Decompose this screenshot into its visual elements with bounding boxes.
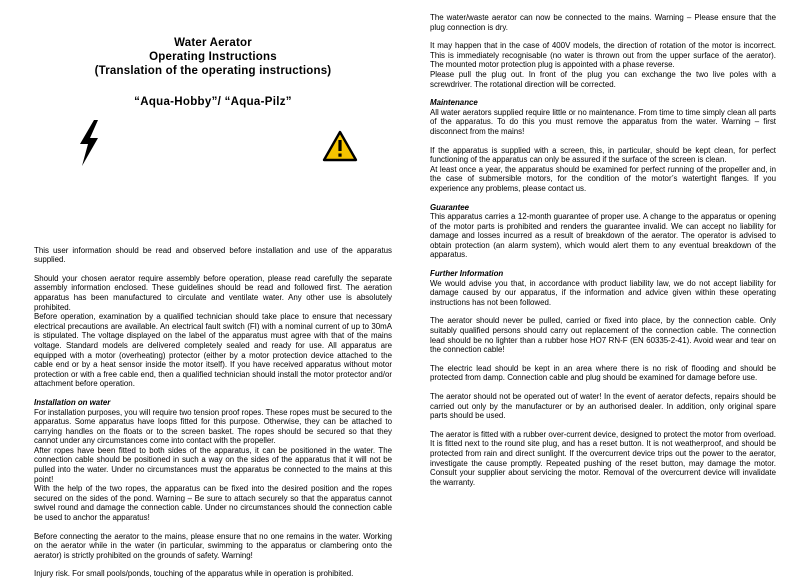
guarantee-paragraph: This apparatus carries a 12-month guarantee of proper use. A change to the apparatus or opening of the motor parts is prohibited and renders the guarantee invalid. We can accept no liability for damage and losses incurred as a result of breakdown of the aerator. The operator is advised to obtain protection (an alarm system), which would alert them to any eventual breakdown of the apparatus.	[430, 212, 776, 260]
injury-paragraph: Injury risk. For small pools/ponds, touching of the apparatus while in operation is prohibited.	[34, 569, 354, 579]
installation-paragraph-3: With the help of the two ropes, the apparatus can be fixed into the desired position and the ropes secured on the sides of the pond. Warning – Be sure to attach securely so that the apparatus cannot swivel round and damage the connection cable. Under no circumstances should the connection cable be used to anchor the apparatus!	[34, 484, 392, 523]
hazard-icons	[34, 120, 392, 178]
electric-lead-paragraph: The electric lead should be kept in an area where there is no risk of flooding and should be protected from damp. Connection cable and plug should be examined for damage before use.	[430, 363, 776, 383]
left-column	[34, 0, 392, 579]
intro-paragraph: This user information should be read and observed before installation and use of the apparatus supplied.	[34, 245, 392, 265]
right-column	[430, 0, 776, 487]
lightning-bolt-icon	[78, 120, 100, 166]
maintenance-paragraph-3: At least once a year, the apparatus should be examined for perfect running of the propeller and, in the case of submersible motors, for the condition of the motor’s watertight flanges. If you experience any problems, please contact us.	[430, 164, 776, 193]
maintenance-paragraph-2: If the apparatus is supplied with a screen, this, in particular, should be kept clean, for perfect functioning of the apparatus can only be assured if the surface of the screen is clean.	[430, 145, 776, 165]
connecting-paragraph: Before connecting the aerator to the mains, please ensure that no one remains in the water. Working on the aerator while in the water (in particular, swimming to the apparatus or clambering onto the aerator) is strictly prohibited on the grounds of safety. Warning!	[34, 531, 392, 560]
assembly-paragraph: Should your chosen aerator require assembly before operation, please read carefully the separate assembly information enclosed. These guidelines should be read and followed first. The aeration apparatus has been manufactured to circulate and ventilate water. Any other use is absolutely prohibited.	[34, 273, 392, 312]
product-name: “Aqua-Hobby”/ “Aqua-Pilz”	[134, 96, 292, 108]
document-title: Water Aerator	[174, 37, 252, 49]
guarantee-heading: Guarantee	[430, 202, 470, 212]
installation-heading: Installation on water	[34, 397, 111, 407]
document-subtitle: Operating Instructions	[149, 51, 277, 63]
maintenance-paragraph-1: All water aerators supplied require little or no maintenance. From time to time simply clean all parts of the apparatus. To do this you must remove the apparatus from the water. Warning – first disconnect from the mains!	[430, 107, 776, 136]
rotation-paragraph-2: Please pull the plug out. In front of the plug you can exchange the two live poles with a screwdriver. The rotational direction will be corrected.	[430, 69, 776, 89]
before-operation-paragraph: Before operation, examination by a qualified technician should take place to ensure that necessary electrical precautions are available. An electrical fault switch (FI) with a nominal current of up to 30mA is stipulated. The voltage displayed on the label of the apparatus must agree with that of the mains voltage. Standard models are delivered completely sealed and ready for use. All apparatus are equipped with a motor (overheating) protector (either by a motor protection device attached to the cable end or by a heat sensor inside the motor itself). If you have received apparatus without motor protection or with a free cable end, then a qualified technician should install the motor protector and/or attachment before operation.	[34, 312, 392, 389]
further-information-paragraph: We would advise you that, in accordance with product liability law, we do not accept liability for damage caused by our apparatus, if the information and advice given within these operating instructions has not been followed.	[430, 278, 776, 307]
rotation-paragraph-1: It may happen that in the case of 400V models, the direction of rotation of the motor is incorrect. This is immediately recognisable (no water is thrown out from the upper surface of the aerator). The mounted motor protection plug is appointed with a phase reverse.	[430, 41, 776, 70]
installation-paragraph-2: After ropes have been fitted to both sides of the apparatus, it can be positioned in the water. The connection cable should be positioned in such a way on the sides of the apparatus that it will not be pulled into the water. Under no circumstances must the apparatus be connected to the mains at this point!	[34, 445, 392, 484]
maintenance-heading: Maintenance	[430, 98, 478, 108]
translation-note: (Translation of the operating instructions)	[94, 65, 332, 77]
further-information-heading: Further Information	[430, 269, 504, 279]
installation-paragraph-1: For installation purposes, you will require two tension proof ropes. These ropes must be secured to the apparatus. Some apparatus have loops fitted for this purpose. Otherwise, they can be attached to carrying handles on the floats or to the screen basket. The ropes should be secured so that they cannot under any circumstances come into contact with the propeller.	[34, 407, 392, 446]
mains-paragraph: The water/waste aerator can now be connected to the mains. Warning – Please ensure that the plug connection is dry.	[430, 13, 776, 32]
out-of-water-paragraph: The aerator should not be operated out of water! In the event of aerator defects, repairs should be carried out only by the manufacturer or by an authorised dealer. In addition, only original spare parts should be used.	[430, 392, 776, 421]
overcurrent-paragraph: The aerator is fitted with a rubber over-current device, designed to protect the motor from overload. It is fitted next to the round site plug, and has a reset button. It is not weatherproof, and should be protected from rain and direct sunlight. If the overcurrent device trips out the power to the aerator, investigate the cause promptly. Repeated pushing of the reset button, may damage the motor. Consult your supplier about servicing the motor. Removal of the overcurrent device will invalidate the warranty.	[430, 429, 776, 487]
cable-paragraph: The aerator should never be pulled, carried or fixed into place, by the connection cable. Only suitably qualified persons should carry out replacement of the connection cable. The connection lead should be no lighter than a rubber hose HO7 RN-F (EN 60335-2-41). Avoid wear and tear on the connection cable!	[430, 316, 776, 355]
warning-triangle-icon	[322, 130, 358, 162]
